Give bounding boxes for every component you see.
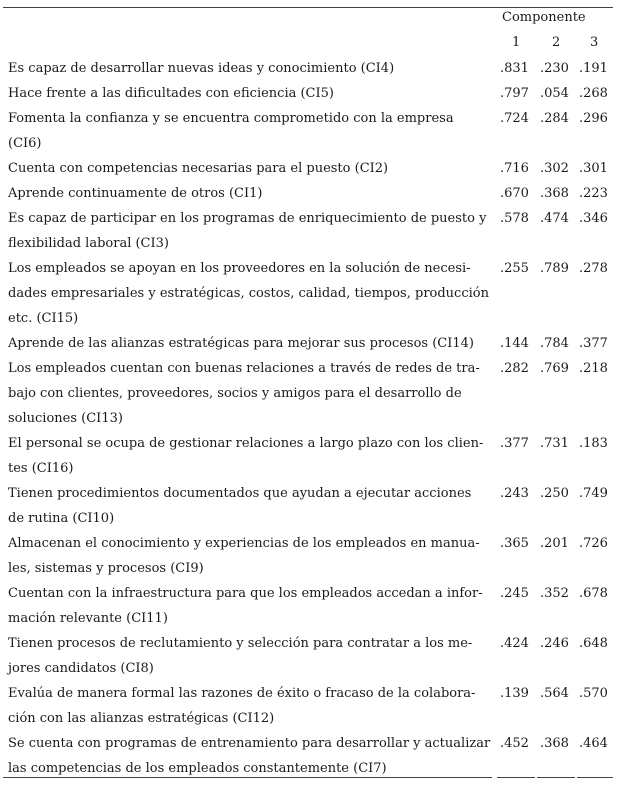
table-row xyxy=(0,256,619,331)
row-label xyxy=(8,731,494,781)
row-label-line: Aprende de las alianzas estratégicas para mejorar sus procesos (CI14) xyxy=(8,336,474,351)
row-label-line: etc. (CI15) xyxy=(8,311,79,326)
column-header-3: 3 xyxy=(590,35,599,50)
loading-value-component-3: .296 xyxy=(579,111,608,126)
loading-value-component-1: .282 xyxy=(500,361,529,376)
row-label-line: Es capaz de desarrollar nuevas ideas y conocimiento (CI4) xyxy=(8,61,395,76)
row-label-line: Tienen procesos de reclutamiento y selección para contratar a los me- xyxy=(8,636,473,651)
loading-value-component-2: .284 xyxy=(540,111,569,126)
loading-value-component-2: .769 xyxy=(540,361,569,376)
row-label-line: Los empleados cuentan con buenas relaciones a través de redes de tra- xyxy=(8,361,480,376)
loading-value-component-3: .268 xyxy=(579,86,608,101)
row-label xyxy=(8,181,494,206)
loading-value-component-3: .464 xyxy=(579,736,608,751)
loading-value-component-3: .191 xyxy=(579,61,608,76)
loading-value-component-3: .678 xyxy=(579,586,608,601)
row-label-line: Cuenta con competencias necesarias para el puesto (CI2) xyxy=(8,161,389,176)
row-label-line: Tienen procedimientos documentados que ayudan a ejecutar acciones xyxy=(8,486,472,501)
row-label-line: Hace frente a las dificultades con eficiencia (CI5) xyxy=(8,86,334,101)
loading-value-component-2: .474 xyxy=(540,211,569,226)
loading-value-component-1: .424 xyxy=(500,636,529,651)
loading-value-component-1: .245 xyxy=(500,586,529,601)
loading-value-component-1: .716 xyxy=(500,161,529,176)
loading-value-component-1: .377 xyxy=(500,436,529,451)
row-label-line: soluciones (CI13) xyxy=(8,411,123,426)
row-label-line: dades empresariales y estratégicas, costos, calidad, tiempos, producción xyxy=(8,286,489,301)
loading-value-component-1: .243 xyxy=(500,486,529,501)
row-label-line: (CI6) xyxy=(8,136,42,151)
loading-value-component-1: .797 xyxy=(500,86,529,101)
table-row xyxy=(0,56,619,81)
row-label-line: jores candidatos (CI8) xyxy=(8,661,154,676)
loading-value-component-3: .218 xyxy=(579,361,608,376)
column-header-1: 1 xyxy=(512,35,521,50)
loading-value-component-1: .365 xyxy=(500,536,529,551)
loading-value-component-3: .570 xyxy=(579,686,608,701)
row-label-line: bajo con clientes, proveedores, socios y amigos para el desarrollo de xyxy=(8,386,462,401)
row-label-line: tes (CI16) xyxy=(8,461,74,476)
loading-value-component-2: .564 xyxy=(540,686,569,701)
row-label-line: Fomenta la confianza y se encuentra comprometido con la empresa xyxy=(8,111,454,126)
loading-value-component-2: .230 xyxy=(540,61,569,76)
loading-value-component-2: .201 xyxy=(540,536,569,551)
row-label-line: Los empleados se apoyan en los proveedores en la solución de necesi- xyxy=(8,261,471,276)
table-bottom-rule-col2 xyxy=(537,777,575,778)
table-row xyxy=(0,431,619,481)
row-label xyxy=(8,331,494,356)
row-label xyxy=(8,81,494,106)
loading-value-component-2: .784 xyxy=(540,336,569,351)
loading-value-component-1: .670 xyxy=(500,186,529,201)
row-label xyxy=(8,356,494,431)
row-label-line: las competencias de los empleados constantemente (CI7) xyxy=(8,761,387,776)
row-label-line: Almacenan el conocimiento y experiencias de los empleados en manua- xyxy=(8,536,480,551)
row-label-line: de rutina (CI10) xyxy=(8,511,115,526)
table-bottom-rule xyxy=(3,777,492,778)
loading-value-component-2: .302 xyxy=(540,161,569,176)
loading-value-component-2: .352 xyxy=(540,586,569,601)
loading-value-component-1: .831 xyxy=(500,61,529,76)
table-bottom-rule-col1 xyxy=(497,777,535,778)
loading-value-component-1: .255 xyxy=(500,261,529,276)
row-label xyxy=(8,481,494,531)
row-label xyxy=(8,631,494,681)
table-row xyxy=(0,581,619,631)
row-label xyxy=(8,56,494,81)
loading-value-component-1: .578 xyxy=(500,211,529,226)
row-label xyxy=(8,531,494,581)
row-label xyxy=(8,581,494,631)
row-label-line: Cuentan con la infraestructura para que los empleados accedan a infor- xyxy=(8,586,483,601)
table-row xyxy=(0,206,619,256)
table-row xyxy=(0,156,619,181)
loading-value-component-3: .648 xyxy=(579,636,608,651)
loading-value-component-3: .183 xyxy=(579,436,608,451)
row-label-line: El personal se ocupa de gestionar relaciones a largo plazo con los clien- xyxy=(8,436,484,451)
table-row xyxy=(0,681,619,731)
row-label xyxy=(8,681,494,731)
loading-value-component-2: .054 xyxy=(540,86,569,101)
loading-value-component-2: .368 xyxy=(540,736,569,751)
table-top-rule xyxy=(3,7,613,8)
row-label xyxy=(8,256,494,331)
row-label xyxy=(8,206,494,256)
row-label-line: Se cuenta con programas de entrenamiento para desarrollar y actualizar xyxy=(8,736,491,751)
loading-value-component-3: .278 xyxy=(579,261,608,276)
loading-value-component-3: .301 xyxy=(579,161,608,176)
row-label-line: Es capaz de participar en los programas de enriquecimiento de puesto y xyxy=(8,211,487,226)
row-label-line: Evalúa de manera formal las razones de éxito o fracaso de la colabora- xyxy=(8,686,476,701)
row-label-line: mación relevante (CI11) xyxy=(8,611,168,626)
table-row xyxy=(0,331,619,356)
row-label-line: Aprende continuamente de otros (CI1) xyxy=(8,186,263,201)
row-label xyxy=(8,431,494,481)
row-label-line: ción con las alianzas estratégicas (CI12) xyxy=(8,711,275,726)
loading-value-component-1: .724 xyxy=(500,111,529,126)
loading-value-component-3: .726 xyxy=(579,536,608,551)
table-row xyxy=(0,731,619,781)
row-label-line: les, sistemas y procesos (CI9) xyxy=(8,561,204,576)
loading-value-component-1: .139 xyxy=(500,686,529,701)
column-header-2: 2 xyxy=(552,35,561,50)
row-label xyxy=(8,156,494,181)
table-row xyxy=(0,106,619,156)
loading-value-component-2: .789 xyxy=(540,261,569,276)
table-row xyxy=(0,356,619,431)
table-row xyxy=(0,81,619,106)
table-row xyxy=(0,481,619,531)
table-row xyxy=(0,181,619,206)
loading-value-component-2: .731 xyxy=(540,436,569,451)
loading-value-component-3: .223 xyxy=(579,186,608,201)
componente-header: Componente xyxy=(502,10,586,25)
loading-value-component-2: .368 xyxy=(540,186,569,201)
loading-value-component-1: .144 xyxy=(500,336,529,351)
loading-value-component-2: .246 xyxy=(540,636,569,651)
table-row xyxy=(0,631,619,681)
loading-value-component-3: .377 xyxy=(579,336,608,351)
loading-value-component-3: .346 xyxy=(579,211,608,226)
table-row xyxy=(0,531,619,581)
table-bottom-rule-col3 xyxy=(577,777,613,778)
loading-value-component-2: .250 xyxy=(540,486,569,501)
loading-value-component-1: .452 xyxy=(500,736,529,751)
row-label xyxy=(8,106,494,156)
loading-value-component-3: .749 xyxy=(579,486,608,501)
row-label-line: flexibilidad laboral (CI3) xyxy=(8,236,169,251)
